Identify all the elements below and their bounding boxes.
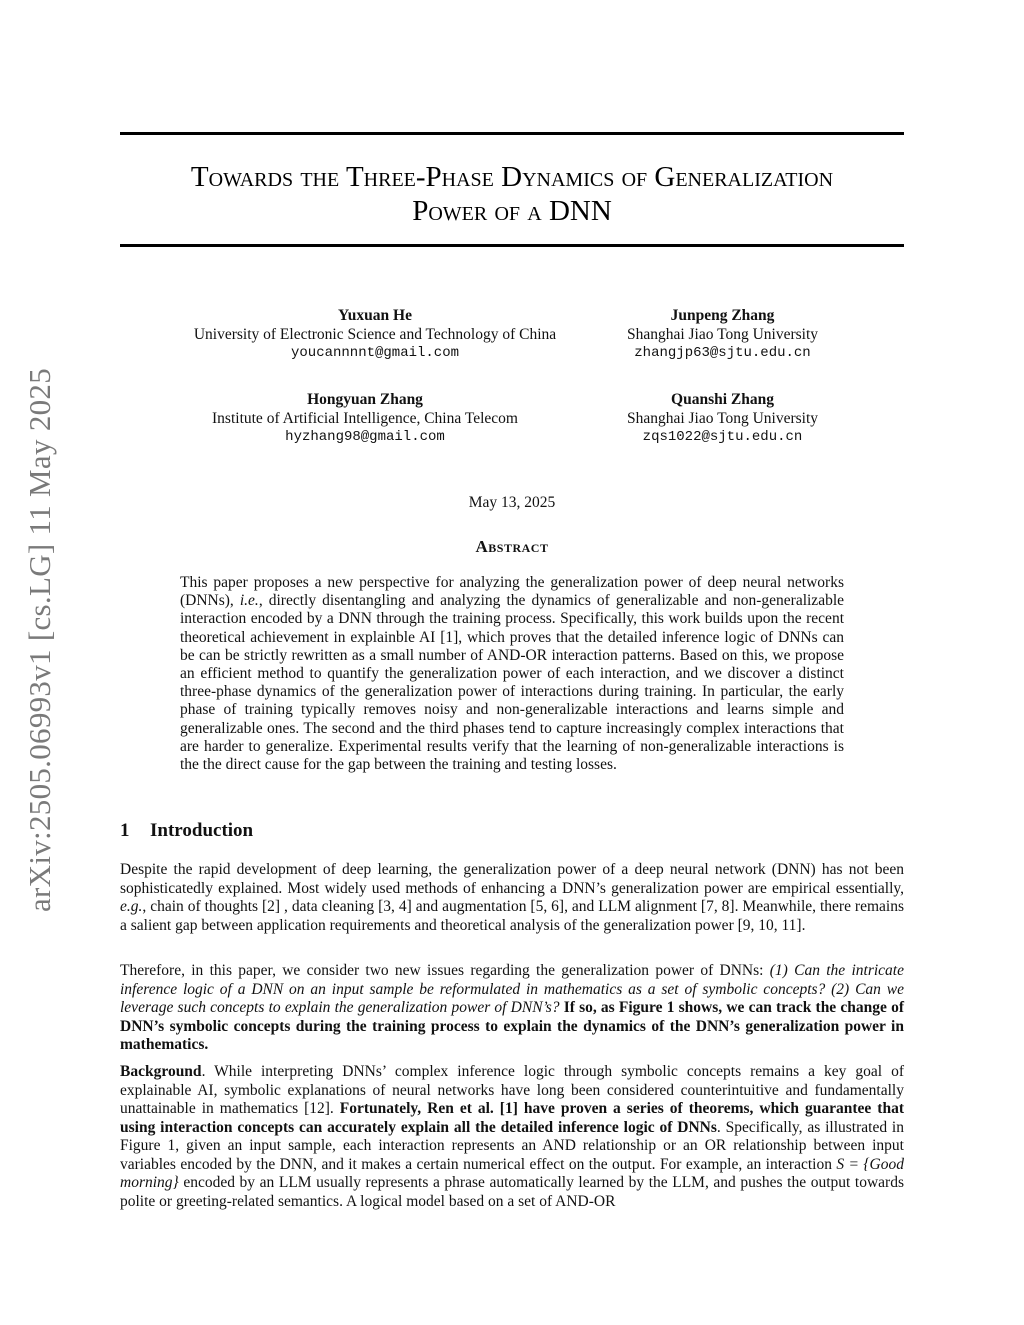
author-block	[600, 391, 845, 447]
section-title: Introduction	[150, 820, 254, 841]
paragraph-text: . While interpreting DNNs’ complex inference logic through symbolic concepts remains a key goal of explainable AI, symbolic explanations of neural networks have long been considered counterintuitive and fundamentally unattainable in mathematics [12].	[120, 1063, 904, 1117]
author-block	[160, 307, 590, 363]
paragraph-bold: Fortunately, Ren et al. [1] have proven a series of theorems, which guarantee that using interaction concepts can accurately explain all the detailed inference logic of DNNs	[120, 1100, 904, 1136]
title-rule-bottom	[120, 244, 904, 247]
author-name: Yuxuan He	[338, 307, 412, 324]
paragraph-text: Therefore, in this paper, we consider two new issues regarding the generalization power of DNNs:	[120, 962, 770, 979]
intro-paragraph-2	[120, 962, 904, 1055]
author-affiliation: Institute of Artificial Intelligence, China Telecom	[212, 409, 518, 427]
author-affiliation: Shanghai Jiao Tong University	[626, 325, 819, 343]
title-rule-top	[120, 132, 904, 135]
research-questions: (1) Can the intricate inference logic of a DNN on an input sample be reformulated in mathematics as a set of symbolic concepts? (2) Can we leverage such concepts to explain the generalization power of DNN’s?	[120, 962, 904, 1016]
author-block	[600, 307, 845, 363]
author-block	[160, 391, 570, 447]
paragraph-text: encoded by an LLM usually represents a phrase automatically learned by the LLM, and pushes the output towards polite or greeting-related semantics. A logical model based on a set of AND-OR	[120, 1174, 904, 1210]
abstract-body	[180, 574, 844, 774]
author-affiliation: University of Electronic Science and Technology of China	[193, 325, 557, 343]
intro-paragraph-1	[120, 861, 904, 935]
author-email[interactable]: zqs1022@sjtu.edu.cn	[642, 429, 803, 445]
section-heading	[120, 820, 253, 842]
abstract-text: This paper proposes a new perspective for analyzing the generalization power of deep neural networks (DNNs),	[180, 574, 844, 610]
paragraph-bold: If so, as Figure 1 shows, we can track the change of DNN’s symbolic concepts during the training process to explain the dynamics of the DNN’s generalization power in mathematics.	[120, 999, 904, 1053]
title-line-2: Power of a DNN	[412, 195, 612, 227]
author-name: Quanshi Zhang	[671, 391, 774, 408]
paragraph-text: Despite the rapid development of deep learning, the generalization power of a deep neural network (DNN) has not been sophisticatedly explained. Most widely used methods of enhancing a DNN’s generalization power are empirical essentially,	[120, 861, 904, 897]
abstract-heading: Abstract	[475, 537, 549, 556]
paragraph-eg: e.g.	[120, 898, 143, 915]
author-affiliation: Shanghai Jiao Tong University	[626, 409, 819, 427]
abstract-ie: i.e.	[239, 592, 259, 610]
author-name: Hongyuan Zhang	[307, 391, 423, 408]
arxiv-stamp	[0, 0, 80, 1325]
math-expression: S = {Good morning}	[120, 1155, 904, 1191]
author-email[interactable]: zhangjp63@sjtu.edu.cn	[634, 345, 811, 361]
author-name: Junpeng Zhang	[670, 307, 775, 324]
author-email[interactable]: youcannnnt@gmail.com	[290, 345, 460, 361]
paragraph-lead: Background	[120, 1063, 202, 1080]
abstract-text: , directly disentangling and analyzing the dynamics of generalizable and non-generalizable interaction encoded by a DNN through the training process. Specifically, this work builds upon the recent theoretical achievement in explainble AI [1], which proves that the detailed inference logic of DNNs can be can be strictly rewritten as a small number of AND-OR interaction patterns. Based on this, we propose an efficient method to quantify the generalization power of each interaction, and we discover a distinct three-phase dynamics of the generalization power of interactions during training. In particular, the early phase of training typically removes noisy and non-generalizable interactions and learns simple and generalizable ones. The second and the third phases tend to capture increasingly complex interactions that are harder to generalize. Experimental results verify that the learning of non-generalizable interactions is the the direct cause for the gap between the training and testing losses.	[180, 592, 845, 774]
background-paragraph	[120, 1063, 904, 1211]
arxiv-identifier: arXiv:2505.06993v1 [cs.LG] 11 May 2025	[22, 367, 57, 913]
paper-title	[120, 160, 904, 228]
title-line-1: Towards the Three-Phase Dynamics of Generalization	[190, 161, 834, 193]
section-number: 1	[120, 820, 130, 841]
paragraph-text: , chain of thoughts [2] , data cleaning [3, 4] and augmentation [5, 6], and LLM alignment [7, 8]. Meanwhile, there remains a salient gap between application requirements and theoretical analysis of the generalization power [9, 10, 11].	[120, 898, 904, 934]
paper-date: May 13, 2025	[468, 494, 556, 511]
author-email[interactable]: hyzhang98@gmail.com	[285, 429, 445, 445]
paragraph-text: . Specifically, as illustrated in Figure 1, given an input sample, each interaction represents an AND relationship or an OR relationship between input variables encoded by the DNN, and it makes a certain numerical effect on the output. For example, an interaction	[120, 1118, 904, 1173]
